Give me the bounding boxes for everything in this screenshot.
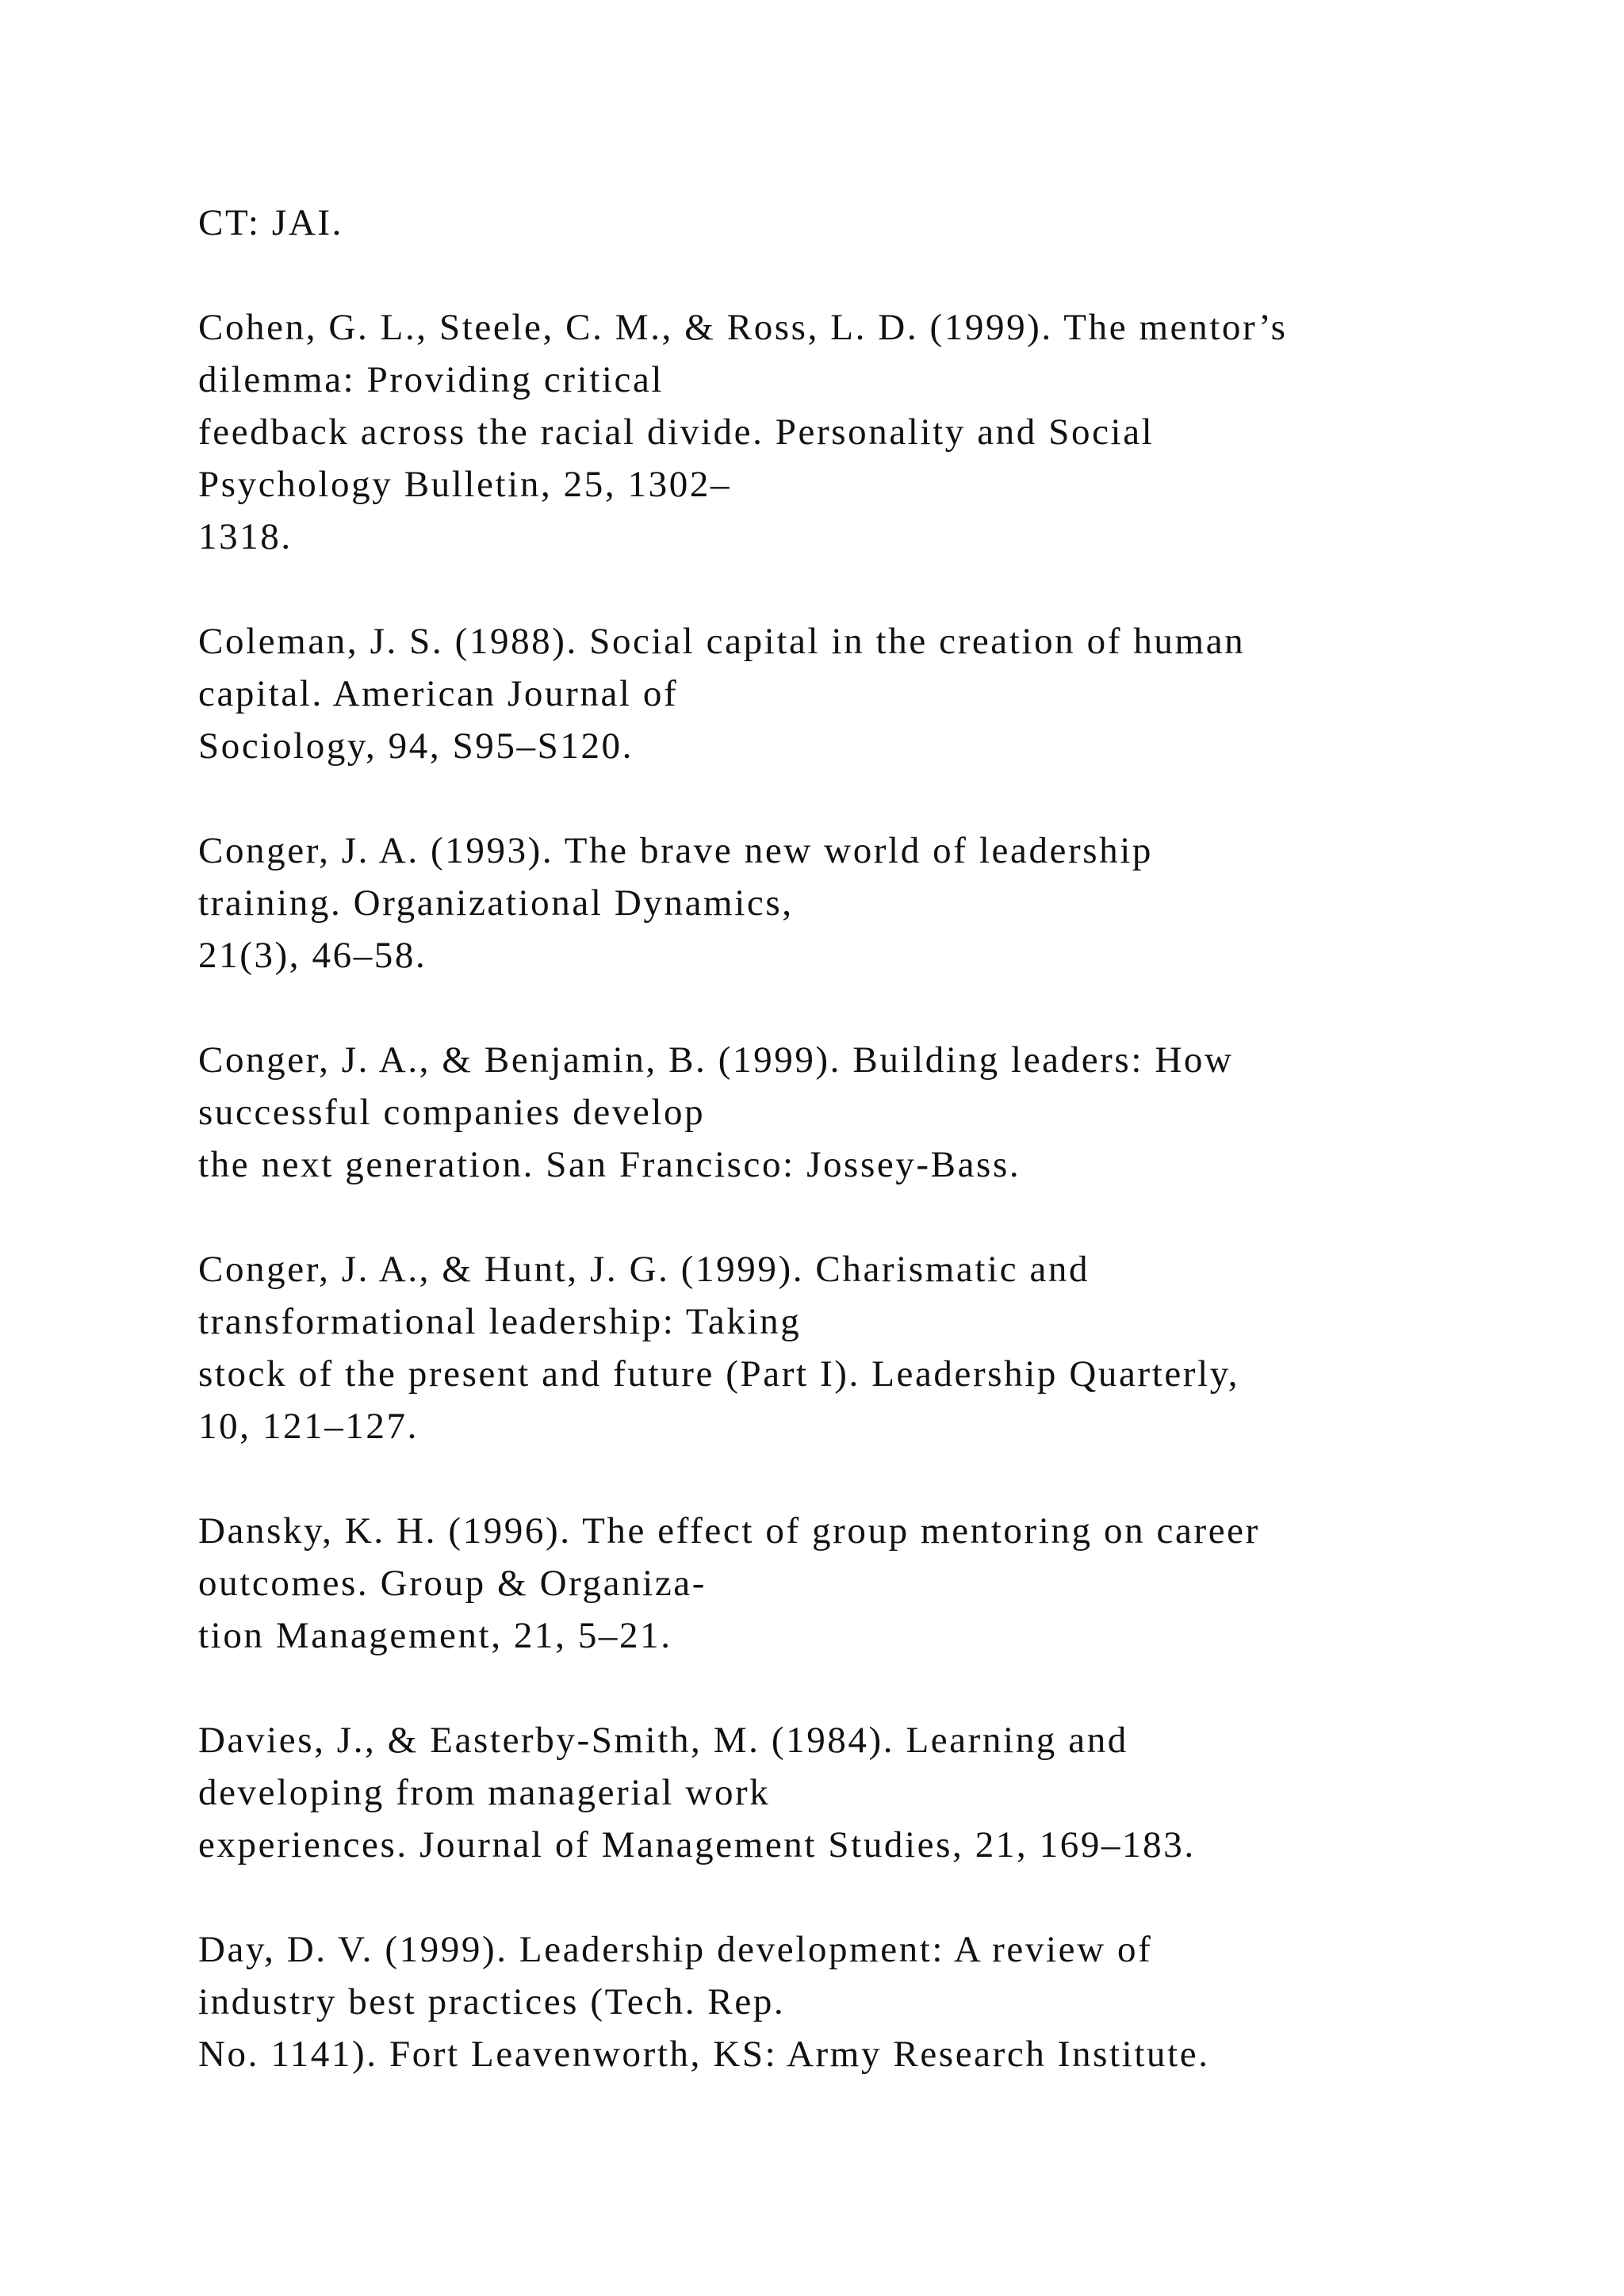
reference-line: Cohen, G. L., Steele, C. M., & Ross, L. D. (1999). The mentor’s bbox=[198, 307, 1288, 348]
reference-line: 1318. bbox=[198, 516, 293, 557]
reference-line: industry best practices (Tech. Rep. bbox=[198, 1981, 786, 2022]
reference-line: Coleman, J. S. (1988). Social capital in the creation of human bbox=[198, 621, 1246, 662]
reference-entry bbox=[198, 1034, 1546, 1191]
reference-line: Conger, J. A., & Hunt, J. G. (1999). Charismatic and bbox=[198, 1249, 1090, 1290]
reference-entry bbox=[198, 825, 1546, 982]
reference-line: the next generation. San Francisco: Jossey-Bass. bbox=[198, 1144, 1021, 1185]
reference-line: transformational leadership: Taking bbox=[198, 1301, 802, 1342]
reference-line: stock of the present and future (Part I). Leadership Quarterly, bbox=[198, 1353, 1240, 1395]
reference-list bbox=[198, 197, 1546, 2133]
reference-line: Sociology, 94, S95–S120. bbox=[198, 725, 634, 767]
reference-entry bbox=[198, 1923, 1546, 2080]
reference-line: Day, D. V. (1999). Leadership development: A review of bbox=[198, 1929, 1153, 1970]
reference-line: Psychology Bulletin, 25, 1302– bbox=[198, 464, 732, 505]
reference-line: Dansky, K. H. (1996). The effect of group mentoring on career bbox=[198, 1510, 1260, 1552]
reference-line: 21(3), 46–58. bbox=[198, 935, 427, 976]
reference-line: CT: JAI. bbox=[198, 202, 343, 243]
reference-line: Davies, J., & Easterby-Smith, M. (1984). Learning and bbox=[198, 1720, 1128, 1761]
reference-entry bbox=[198, 1505, 1546, 1662]
reference-line: experiences. Journal of Management Studies, 21, 169–183. bbox=[198, 1824, 1196, 1866]
reference-line: capital. American Journal of bbox=[198, 673, 679, 714]
reference-line: outcomes. Group & Organiza- bbox=[198, 1563, 707, 1604]
reference-line: developing from managerial work bbox=[198, 1772, 771, 1813]
reference-line: No. 1141). Fort Leavenworth, KS: Army Research Institute. bbox=[198, 2034, 1210, 2075]
reference-entry bbox=[198, 615, 1546, 772]
reference-entry bbox=[198, 197, 1546, 249]
reference-line: successful companies develop bbox=[198, 1092, 706, 1133]
reference-line: training. Organizational Dynamics, bbox=[198, 882, 794, 924]
reference-entry bbox=[198, 1243, 1546, 1452]
reference-line: feedback across the racial divide. Personality and Social bbox=[198, 411, 1155, 453]
reference-entry bbox=[198, 1714, 1546, 1871]
reference-line: 10, 121–127. bbox=[198, 1406, 419, 1447]
reference-line: Conger, J. A., & Benjamin, B. (1999). Building leaders: How bbox=[198, 1039, 1234, 1081]
reference-line: Conger, J. A. (1993). The brave new world of leadership bbox=[198, 830, 1154, 871]
reference-entry bbox=[198, 301, 1546, 563]
reference-line: dilemma: Providing critical bbox=[198, 359, 665, 400]
reference-line: tion Management, 21, 5–21. bbox=[198, 1615, 672, 1656]
